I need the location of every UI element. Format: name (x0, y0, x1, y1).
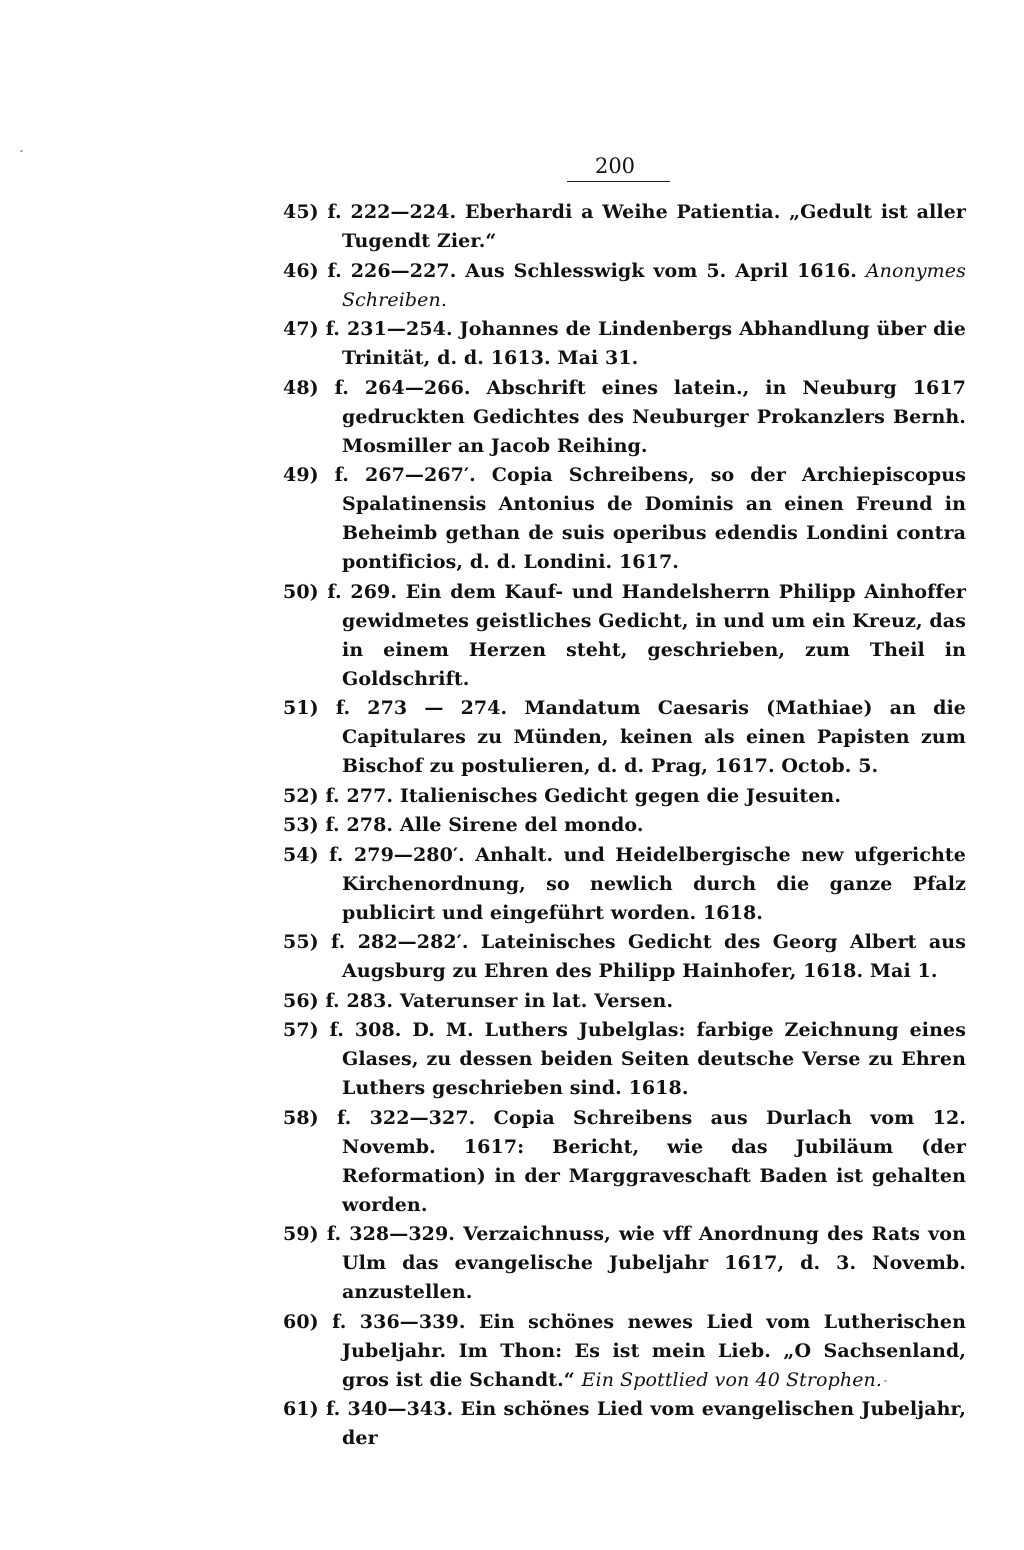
entry-text: 49) f. 267—267′. Copia Schreibens, so der Archiepiscopus Spalatinensis Antonius de Dominis an einen Freund in Beheimb gethan de suis operibus edendis Londini contra pontificios, d. d. Londini. 1617. (283, 464, 966, 573)
entry-text: 59) f. 328—329. Verzaichnuss, wie vff Anordnung des Rats von Ulm das evangelische Jubeljahr 1617, d. 3. Novemb. anzustellen. (283, 1223, 966, 1303)
scan-speck (20, 150, 23, 152)
entry-text: 54) f. 279—280′. Anhalt. und Heidelbergische new ufgerichte Kirchenordnung, so newlich durch die ganze Pfalz publicirt und eingeführt worden. 1618. (283, 843, 966, 924)
entry-text: 52) f. 277. Italienisches Gedicht gegen die Jesuiten. (283, 784, 842, 807)
entry-text: 57) f. 308. D. M. Luthers Jubelglas: farbige Zeichnung eines Glases, zu dessen beiden Seiten deutsche Verse zu Ehren Luthers geschrieben sind. 1618. (283, 1019, 966, 1099)
entry-text: 56) f. 283. Vaterunser in lat. Versen. (283, 989, 674, 1012)
catalog-entry (283, 928, 966, 986)
catalog-entry (283, 1104, 966, 1220)
entry-text: 58) f. 322—327. Copia Schreibens aus Durlach vom 12. Novemb. 1617: Bericht, wie das Jubiläum (der Reformation) in der Marggraveschaft Baden ist gehalten worden. (283, 1106, 966, 1216)
entry-text: 61) f. 340—343. Ein schönes Lied vom evangelischen Jubeljahr, der (283, 1398, 966, 1449)
catalog-entry (283, 578, 966, 694)
catalog-entry (283, 841, 966, 928)
entry-text: 53) f. 278. Alle Sirene del mondo. (283, 814, 644, 836)
catalog-entry (283, 811, 966, 840)
entry-text: 45) f. 222—224. Eberhardi a Weihe Patientia. „Gedult ist aller Tugendt Zier.“ (283, 201, 966, 252)
entry-text: 55) f. 282—282′. Lateinisches Gedicht des Georg Albert aus Augsburg zu Ehren des Philipp Hainhofer, 1618. Mai 1. (283, 931, 966, 982)
entry-italic-text: Anonymes Schreiben. (342, 259, 966, 311)
catalog-entry (283, 1220, 966, 1307)
page-number-rule (567, 181, 670, 182)
entry-text: 50) f. 269. Ein dem Kauf- und Handelsherrn Philipp Ainhoffer gewidmetes geistliches Gedicht, in und um ein Kreuz, das in einem Herzen steht, geschrieben, zum Theil in Goldschrift. (283, 580, 966, 690)
catalog-entry (283, 987, 966, 1016)
scan-speck (884, 1380, 887, 1382)
entry-text: 60) f. 336—339. Ein schönes newes Lied vom Lutherischen Jubeljahr. Im Thon: Es ist mein Lieb. „O Sachsenland, gros ist die Schandt.“ (283, 1310, 966, 1391)
catalog-entry (283, 461, 966, 577)
entry-text: 46) f. 226—227. Aus Schlesswigk vom 5. April 1616. (283, 259, 866, 282)
entry-italic-text: Ein Spottlied von 40 Strophen. (581, 1368, 883, 1391)
catalog-entry-list (283, 198, 966, 1453)
entry-text: 47) f. 231—254. Johannes de Lindenbergs Abhandlung über die Trinität, d. d. 1613. Mai 31. (283, 318, 966, 369)
catalog-entry (283, 198, 966, 256)
catalog-entry (283, 1016, 966, 1103)
entry-text: 48) f. 264—266. Abschrift eines latein., in Neuburg 1617 gedruckten Gedichtes des Neuburger Prokanzlers Bernh. Mosmiller an Jacob Reihing. (283, 376, 966, 457)
page-number: 200 (594, 154, 636, 178)
catalog-entry (283, 1308, 966, 1395)
catalog-entry (283, 374, 966, 461)
catalog-entry (283, 1395, 966, 1453)
entry-text: 51) f. 273 — 274. Mandatum Caesaris (Mathiae) an die Capitulares zu Münden, keinen als einen Papisten zum Bischof zu postulieren, d. d. Prag, 1617. Octob. 5. (283, 697, 966, 777)
catalog-entry (283, 694, 966, 781)
catalog-entry (283, 782, 966, 811)
catalog-entry (283, 257, 966, 315)
catalog-entry (283, 315, 966, 373)
